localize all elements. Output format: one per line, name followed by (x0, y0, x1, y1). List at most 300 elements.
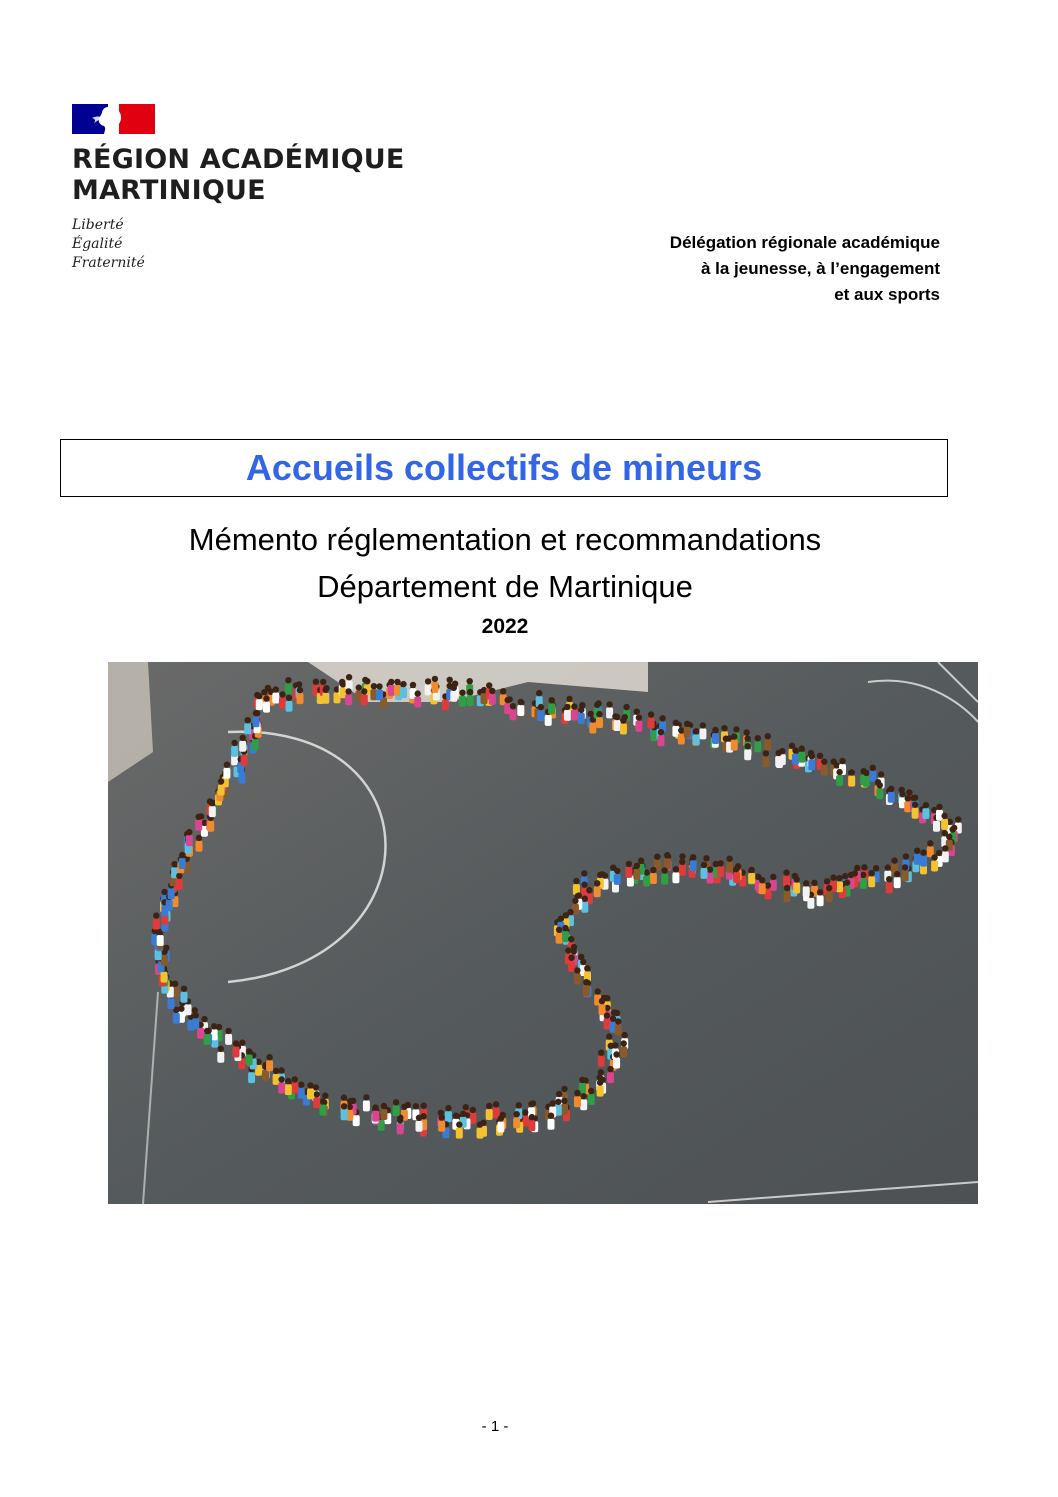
child-head (906, 789, 912, 795)
child-figure (231, 746, 238, 757)
child-head (514, 1111, 520, 1117)
child-figure (218, 785, 225, 796)
child-figure (361, 694, 368, 705)
child-figure (394, 685, 401, 696)
child-head (634, 863, 640, 869)
child-figure (798, 752, 805, 763)
child-figure (537, 710, 544, 721)
child-head (626, 861, 632, 867)
child-figure (807, 898, 814, 909)
child-head (477, 1121, 483, 1127)
child-figure (279, 698, 286, 709)
child-head (556, 927, 562, 933)
child-head (863, 770, 869, 776)
child-head (596, 711, 602, 717)
child-head (648, 711, 654, 717)
child-figure (548, 1119, 555, 1130)
child-head (211, 1023, 217, 1029)
child-figure (701, 868, 708, 879)
child-head (529, 1114, 535, 1120)
child-head (218, 1046, 224, 1052)
child-head (372, 1104, 378, 1110)
child-head (842, 873, 848, 879)
child-head (394, 679, 400, 685)
child-head (662, 867, 668, 873)
child-head (516, 1102, 522, 1108)
child-head (886, 876, 892, 882)
child-head (920, 849, 926, 855)
child-figure (376, 689, 383, 700)
child-figure (580, 1099, 587, 1110)
child-head (783, 869, 789, 875)
child-head (363, 1094, 369, 1100)
child-figure (648, 718, 655, 729)
child-head (854, 865, 860, 871)
child-head (346, 674, 352, 680)
child-figure (225, 1034, 232, 1045)
child-head (451, 685, 457, 691)
child-head (936, 804, 942, 810)
devise-fraternite: Fraternité (72, 255, 145, 271)
child-head (439, 1114, 445, 1120)
title-box (60, 439, 948, 497)
child-head (176, 873, 182, 879)
child-figure (272, 693, 279, 704)
child-head (416, 1115, 422, 1121)
child-head (415, 690, 421, 696)
child-figure (416, 1121, 423, 1132)
child-head (307, 1082, 313, 1088)
child-head (562, 925, 568, 931)
child-head (161, 889, 167, 895)
child-head (946, 834, 952, 840)
child-head (218, 778, 224, 784)
child-head (341, 1103, 347, 1109)
child-figure (762, 756, 769, 767)
child-head (839, 758, 845, 764)
delegation-line3: et aux sports (834, 285, 940, 304)
child-head (233, 1040, 239, 1046)
child-head (931, 854, 937, 860)
child-head (323, 687, 329, 693)
child-head (582, 896, 588, 902)
child-head (821, 758, 827, 764)
document-year: 2022 (481, 615, 529, 638)
child-figure (486, 1109, 493, 1120)
child-head (658, 729, 664, 735)
child-head (285, 1078, 291, 1084)
child-head (830, 874, 836, 880)
child-head (273, 1068, 279, 1074)
child-head (225, 1028, 231, 1034)
child-figure (568, 961, 575, 972)
child-figure (635, 721, 642, 732)
child-figure (836, 881, 843, 892)
child-head (923, 802, 929, 808)
child-figure (597, 1086, 604, 1097)
child-head (912, 802, 918, 808)
child-head (654, 854, 660, 860)
child-head (561, 1086, 567, 1092)
child-head (555, 1099, 561, 1105)
document-title: Accueils collectifs de mineurs (245, 447, 763, 488)
child-figure (528, 1120, 535, 1131)
child-figure (233, 1047, 240, 1058)
child-figure (589, 723, 596, 734)
child-head (273, 686, 279, 692)
devise-egalite: Égalité (72, 236, 123, 252)
child-figure (431, 682, 438, 693)
child-head (794, 876, 800, 882)
child-figure (153, 919, 160, 930)
child-head (286, 695, 292, 701)
child-head (595, 988, 601, 994)
child-figure (168, 998, 175, 1009)
child-head (453, 1113, 459, 1119)
child-figure (717, 866, 724, 877)
child-head (765, 882, 771, 888)
child-head (612, 1042, 618, 1048)
child-head (196, 814, 202, 820)
child-head (598, 1050, 604, 1056)
child-figure (497, 1122, 504, 1133)
child-head (604, 1012, 610, 1018)
child-head (463, 1104, 469, 1110)
child-head (799, 745, 805, 751)
child-head (245, 717, 251, 723)
child-head (811, 880, 817, 886)
child-head (548, 1113, 554, 1119)
child-figure (574, 1096, 581, 1107)
child-figure (690, 860, 697, 871)
child-figure (902, 870, 909, 881)
page-number: - 1 - (481, 1418, 509, 1435)
child-head (193, 1012, 199, 1018)
child-figure (922, 808, 929, 819)
devise-liberte: Liberté (72, 217, 124, 233)
child-figure (754, 741, 761, 752)
child-figure (615, 1025, 622, 1036)
delegation-line1: Délégation régionale académique (669, 233, 940, 252)
child-figure (561, 1104, 568, 1115)
child-head (594, 880, 600, 886)
child-figure (643, 876, 650, 887)
child-head (486, 1103, 492, 1109)
child-head (231, 740, 237, 746)
child-figure (262, 1070, 269, 1081)
child-figure (195, 820, 202, 831)
child-head (905, 795, 911, 801)
child-head (594, 702, 600, 708)
child-head (690, 854, 696, 860)
child-figure (556, 933, 563, 944)
child-head (572, 898, 578, 904)
child-head (447, 677, 453, 683)
child-head (400, 681, 406, 687)
child-figure (192, 1018, 199, 1029)
child-head (371, 683, 377, 689)
child-figure (168, 888, 175, 899)
child-head (505, 697, 511, 703)
child-head (817, 753, 823, 759)
child-head (181, 986, 187, 992)
subtitle-departement: Département de Martinique (317, 569, 693, 604)
child-figure (633, 869, 640, 880)
child-head (891, 857, 897, 863)
child-head (393, 1099, 399, 1105)
child-figure (442, 699, 449, 710)
child-head (376, 683, 382, 689)
child-figure (372, 1111, 379, 1122)
child-head (467, 678, 473, 684)
child-figure (808, 759, 815, 770)
child-head (803, 880, 809, 886)
child-head (425, 678, 431, 684)
child-figure (661, 874, 668, 885)
child-figure (868, 876, 875, 887)
child-figure (207, 821, 214, 832)
child-head (240, 735, 246, 741)
child-figure (353, 1115, 360, 1126)
child-head (561, 1098, 567, 1104)
child-figure (679, 865, 686, 876)
child-head (298, 1082, 304, 1088)
child-head (571, 948, 577, 954)
child-figure (886, 882, 893, 893)
child-figure (625, 867, 632, 878)
child-figure (836, 775, 843, 786)
child-head (263, 695, 269, 701)
child-figure (263, 702, 270, 713)
child-head (927, 840, 933, 846)
child-head (445, 1105, 451, 1111)
child-head (224, 762, 230, 768)
child-figure (197, 1028, 204, 1039)
child-figure (253, 716, 260, 727)
child-head (607, 1066, 613, 1072)
child-head (731, 733, 737, 739)
child-figure (459, 696, 466, 707)
child-head (836, 769, 842, 775)
child-head (421, 1103, 427, 1109)
child-head (201, 1016, 207, 1022)
child-figure (707, 873, 714, 884)
child-head (171, 861, 177, 867)
child-head (297, 687, 303, 693)
child-figure (912, 808, 919, 819)
child-head (459, 690, 465, 696)
child-figure (914, 854, 921, 865)
child-figure (425, 684, 432, 695)
child-figure (181, 992, 188, 1003)
child-figure (477, 1128, 484, 1139)
child-figure (363, 1100, 370, 1111)
child-figure (217, 1052, 224, 1063)
child-head (588, 1088, 594, 1094)
child-head (770, 874, 776, 880)
child-head (550, 1100, 556, 1106)
child-head (456, 1121, 462, 1127)
child-head (836, 875, 842, 881)
child-head (320, 679, 326, 685)
child-head (588, 711, 594, 717)
child-figure (583, 985, 590, 996)
child-figure (223, 768, 230, 779)
child-head (296, 681, 302, 687)
child-figure (393, 1105, 400, 1116)
child-figure (564, 710, 571, 721)
child-head (573, 878, 579, 884)
child-head (606, 701, 612, 707)
child-figure (438, 1121, 445, 1132)
child-head (733, 866, 739, 872)
child-figure (792, 754, 799, 765)
child-figure (345, 694, 352, 705)
child-figure (285, 683, 292, 694)
region-title (72, 144, 452, 206)
child-head (574, 967, 580, 973)
child-figure (239, 741, 246, 752)
child-head (253, 710, 259, 716)
child-figure (562, 931, 569, 942)
child-head (717, 860, 723, 866)
child-figure (322, 693, 329, 704)
child-figure (848, 776, 855, 787)
child-head (614, 1010, 620, 1016)
child-figure (166, 900, 173, 911)
marianne-profile-icon (86, 104, 132, 134)
child-figure (598, 1056, 605, 1067)
child-head (538, 704, 544, 710)
child-head (914, 848, 920, 854)
child-head (861, 864, 867, 870)
region-title-line1: RÉGION ACADÉMIQUE (72, 144, 405, 175)
child-head (634, 709, 640, 715)
child-figure (784, 891, 791, 902)
child-figure (489, 694, 496, 705)
child-figure (517, 705, 524, 716)
child-figure (510, 709, 517, 720)
child-head (432, 676, 438, 682)
child-head (565, 947, 571, 953)
child-head (869, 870, 875, 876)
child-figure (594, 886, 601, 897)
child-figure (876, 788, 883, 799)
child-figure (672, 872, 679, 883)
child-head (467, 689, 473, 695)
child-head (638, 858, 644, 864)
child-head (486, 682, 492, 688)
child-figure (581, 902, 588, 913)
child-head (549, 697, 555, 703)
child-head (584, 965, 590, 971)
child-head (745, 735, 751, 741)
logo-block (72, 104, 452, 273)
child-figure (161, 972, 168, 983)
child-figure (400, 687, 407, 698)
child-figure (173, 1013, 180, 1024)
child-head (622, 1032, 628, 1038)
child-head (510, 703, 516, 709)
child-figure (748, 873, 755, 884)
child-head (684, 721, 690, 727)
child-figure (157, 935, 164, 946)
child-figure (450, 691, 457, 702)
child-figure (731, 740, 738, 751)
child-figure (712, 733, 719, 744)
child-head (659, 715, 665, 721)
child-figure (620, 1047, 627, 1058)
child-figure (341, 1109, 348, 1120)
child-head (712, 727, 718, 733)
child-head (401, 1104, 407, 1110)
child-head (388, 679, 394, 685)
devise (72, 216, 452, 273)
child-figure (894, 877, 901, 888)
child-head (877, 782, 883, 788)
subtitle-memento: Mémento réglementation et recommandations (188, 522, 822, 557)
child-figure (256, 699, 263, 710)
child-head (364, 678, 370, 684)
child-head (613, 1051, 619, 1057)
child-head (903, 853, 909, 859)
child-head (759, 877, 765, 883)
child-head (568, 955, 574, 961)
child-figure (209, 806, 216, 817)
child-head (581, 882, 587, 888)
child-figure (176, 879, 183, 890)
child-head (558, 916, 564, 922)
child-head (765, 733, 771, 739)
child-head (614, 714, 620, 720)
child-head (673, 866, 679, 872)
child-figure (821, 765, 828, 776)
child-head (285, 677, 291, 683)
child-head (186, 829, 192, 835)
child-head (279, 691, 285, 697)
child-head (870, 765, 876, 771)
child-head (597, 872, 603, 878)
child-figure (614, 874, 621, 885)
child-head (356, 684, 362, 690)
heart-of-children-photo (108, 662, 978, 1204)
child-head (817, 889, 823, 895)
child-head (564, 704, 570, 710)
child-head (556, 1091, 562, 1097)
child-figure (285, 1084, 292, 1095)
child-head (621, 1040, 627, 1046)
child-head (568, 936, 574, 942)
child-figure (744, 749, 751, 760)
child-figure (620, 724, 627, 735)
child-head (566, 696, 572, 702)
child-head (776, 750, 782, 756)
child-figure (574, 973, 581, 984)
child-head (733, 726, 739, 732)
child-head (179, 852, 185, 858)
child-figure (545, 715, 552, 726)
child-head (341, 1094, 347, 1100)
child-head (849, 769, 855, 775)
child-figure (571, 710, 578, 721)
child-head (578, 707, 584, 713)
child-head (749, 867, 755, 873)
child-figure (161, 955, 168, 966)
child-figure (578, 713, 585, 724)
child-figure (931, 861, 938, 872)
child-head (664, 852, 670, 858)
child-figure (186, 835, 193, 846)
